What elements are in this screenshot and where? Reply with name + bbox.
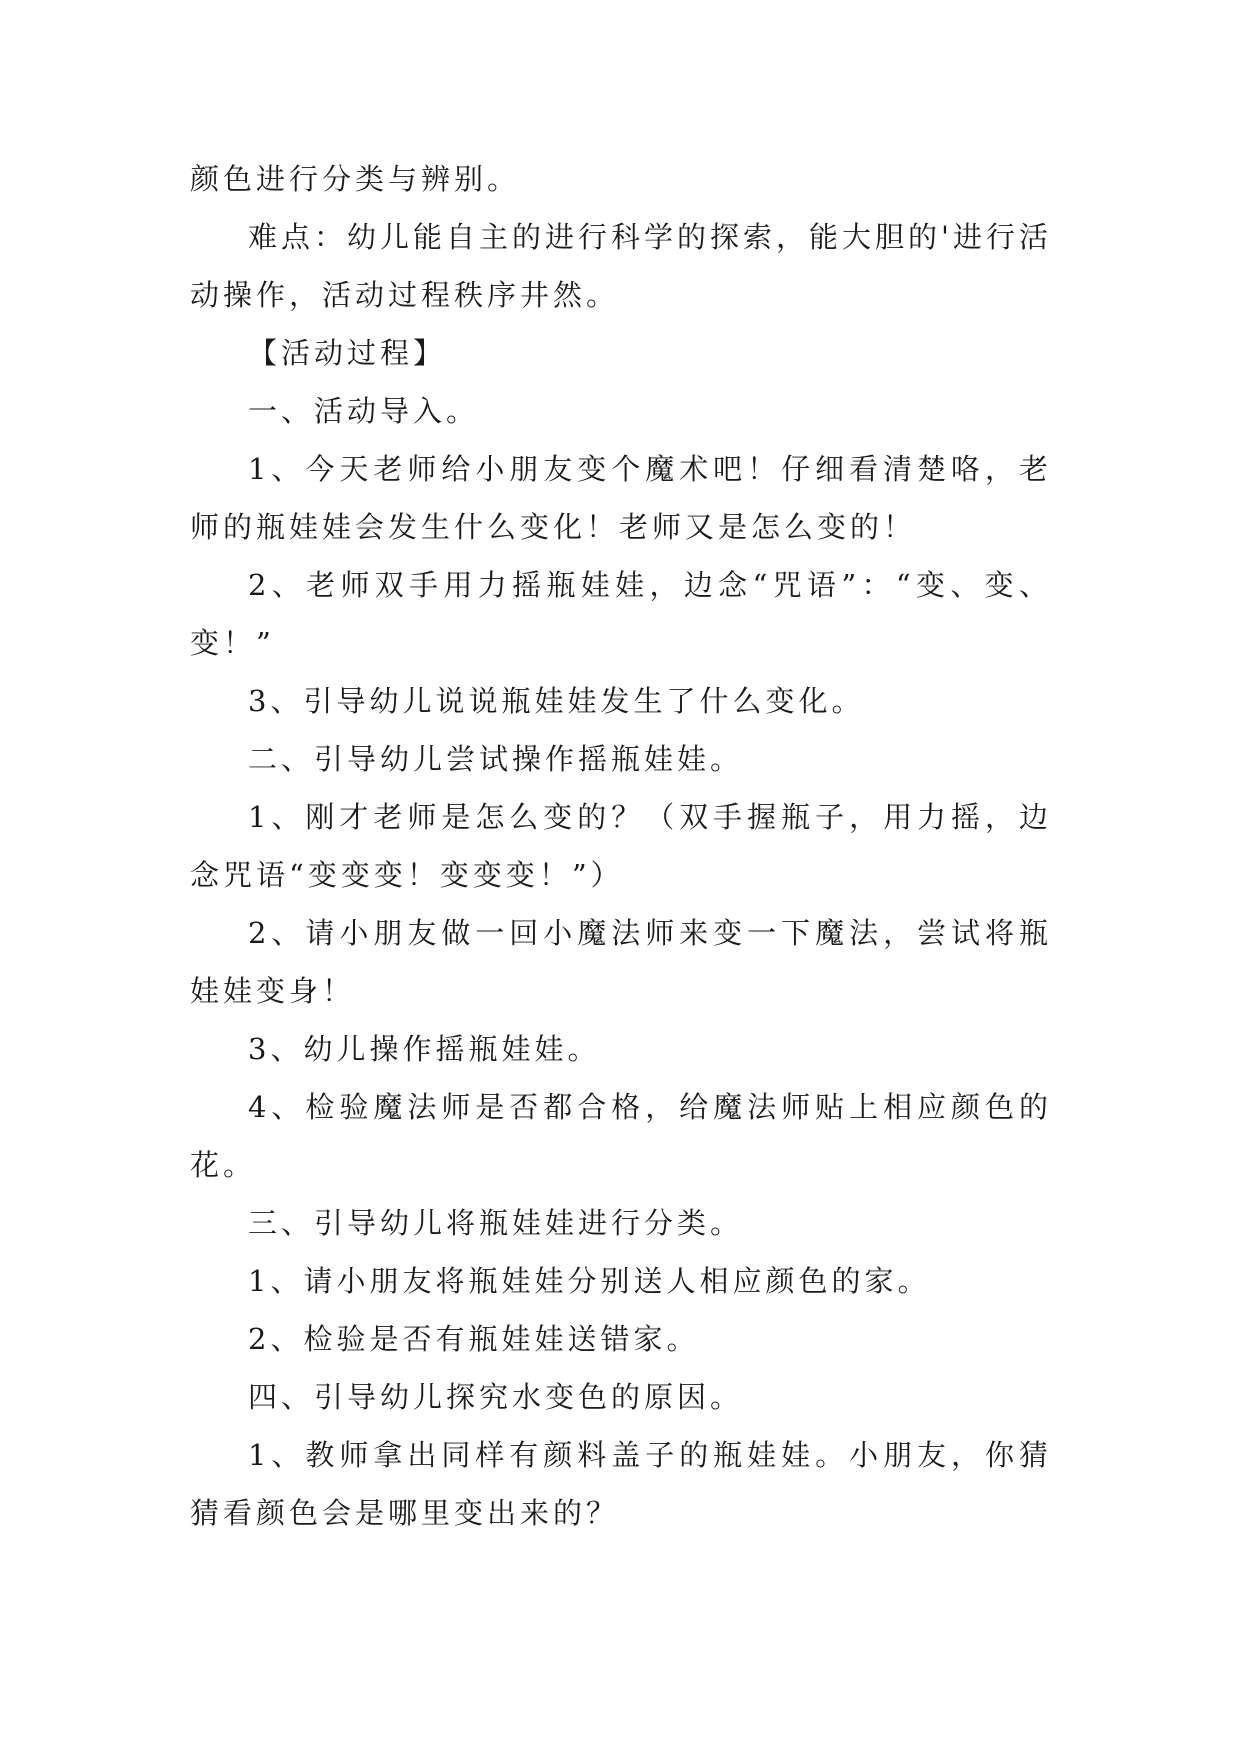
list-item: 1、今天老师给小朋友变个魔术吧！仔细看清楚咯，老师的瓶娃娃会发生什么变化！老师又是怎么变的！	[190, 452, 1052, 544]
list-item: 2、检验是否有瓶娃娃送错家。	[248, 1322, 700, 1356]
list-item: 1、刚才老师是怎么变的？（双手握瓶子，用力摇，边念咒语“变变变！变变变！”）	[190, 800, 1052, 892]
list-item: 2、请小朋友做一回小魔法师来变一下魔法，尝试将瓶娃娃变身！	[190, 916, 1052, 1008]
paragraph-difficulty: 难点：幼儿能自主的进行科学的探索，能大胆的'进行活动操作，活动过程秩序井然。	[190, 220, 1052, 312]
list-item: 1、教师拿出同样有颜料盖子的瓶娃娃。小朋友，你猜猜看颜色会是哪里变出来的？	[190, 1438, 1052, 1530]
step-heading-1: 一、活动导入。	[248, 394, 480, 428]
document-body	[190, 150, 1052, 1542]
list-item: 3、幼儿操作摇瓶娃娃。	[248, 1032, 601, 1066]
paragraph-continuation: 颜色进行分类与辨别。	[190, 162, 521, 196]
step-heading-4: 四、引导幼儿探究水变色的原因。	[248, 1380, 744, 1414]
list-item: 3、引导幼儿说说瓶娃娃发生了什么变化。	[248, 684, 865, 718]
list-item: 4、检验魔法师是否都合格，给魔法师贴上相应颜色的花。	[190, 1090, 1052, 1182]
section-heading-activity-process: 【活动过程】	[248, 336, 447, 370]
step-heading-3: 三、引导幼儿将瓶娃娃进行分类。	[248, 1206, 744, 1240]
list-item: 2、老师双手用力摇瓶娃娃，边念“咒语”：“变、变、变！”	[190, 568, 1052, 660]
step-heading-2: 二、引导幼儿尝试操作摇瓶娃娃。	[248, 742, 744, 776]
list-item: 1、请小朋友将瓶娃娃分别送人相应颜色的家。	[248, 1264, 931, 1298]
